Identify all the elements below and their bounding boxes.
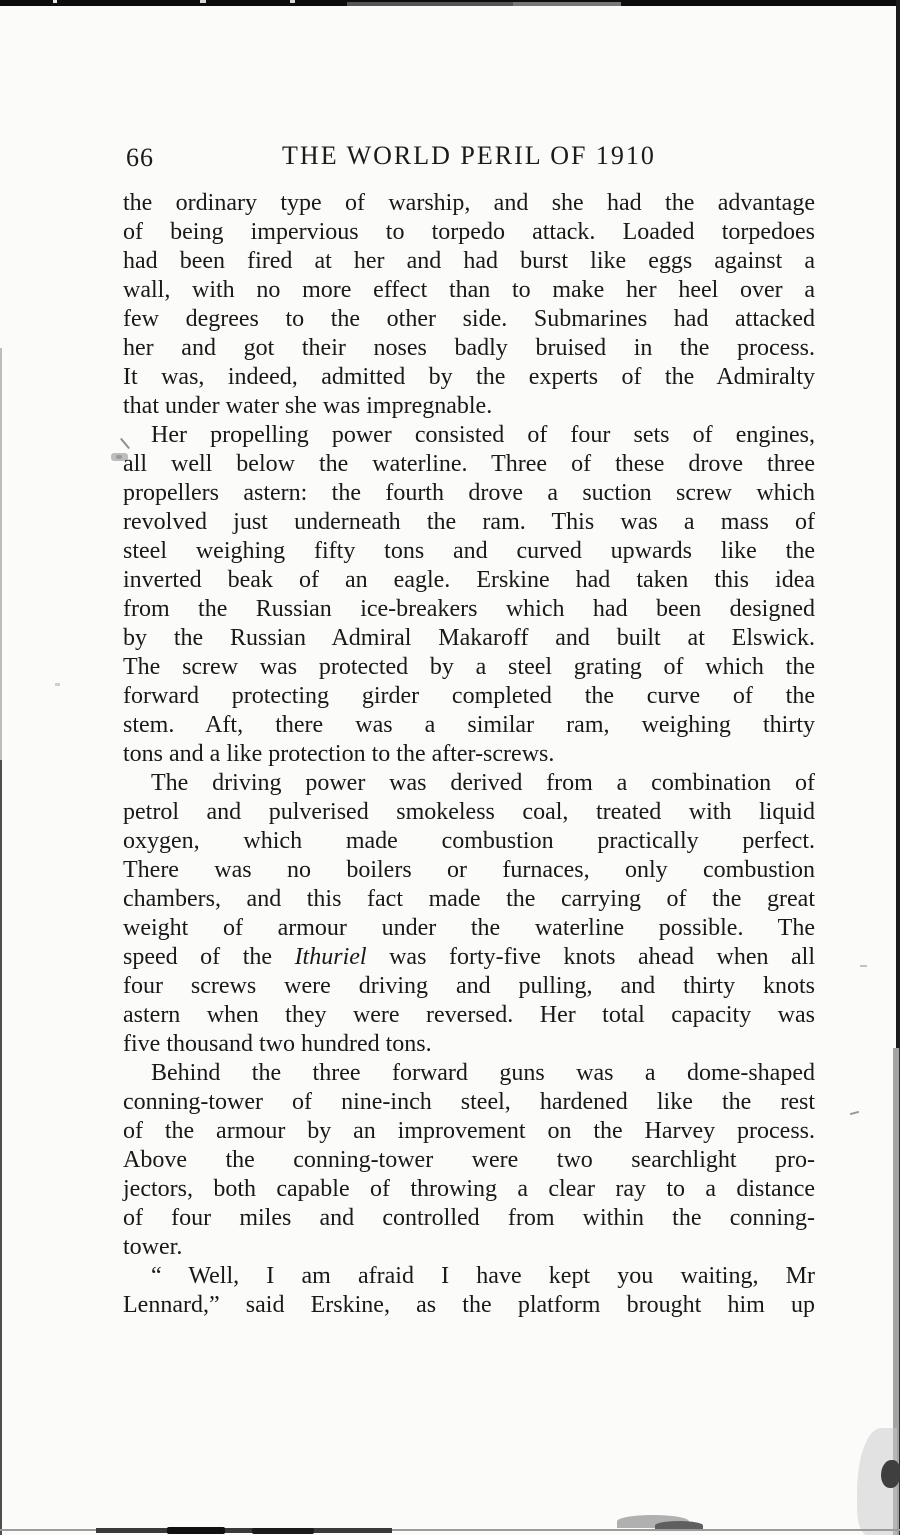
text-line: The driving power was derived from a combination of — [151, 770, 815, 796]
text-line: Behind the three forward guns was a dome-shaped — [151, 1060, 815, 1086]
scan-artifact — [513, 2, 621, 6]
page-header — [123, 141, 815, 173]
paragraph — [123, 769, 815, 1059]
text-line: wall, with no more effect than to make her heel over a — [123, 277, 815, 303]
text-line: of the armour by an improvement on the Harvey process. — [123, 1118, 815, 1144]
text-line: revolved just underneath the ram. This was a mass of — [123, 509, 815, 535]
text-line: The screw was protected by a steel grating of which the — [123, 654, 815, 680]
text-line: steel weighing fifty tons and curved upwards like the — [123, 538, 815, 564]
text-line: stem. Aft, there was a similar ram, weighing thirty — [123, 712, 815, 738]
text-line: of four miles and controlled from within the conning- — [123, 1205, 815, 1231]
text-line: five thousand two hundred tons. — [123, 1031, 432, 1057]
scan-edge-left — [0, 348, 2, 760]
text-line: four screws were driving and pulling, and thirty knots — [123, 973, 815, 999]
text-line: the ordinary type of warship, and she had the advantage — [123, 190, 815, 216]
text-line: all well below the waterline. Three of these drove three — [123, 451, 815, 477]
text-line: inverted beak of an eagle. Erskine had taken this idea — [123, 567, 815, 593]
text-segment: speed of the — [123, 944, 295, 970]
running-title: THE WORLD PERIL OF 1910 — [282, 141, 656, 170]
scan-artifact — [200, 0, 206, 3]
text-line: propellers astern: the fourth drove a suction screw which — [123, 480, 815, 506]
text-line: “ Well, I am afraid I have kept you waiting, Mr — [151, 1263, 815, 1289]
text-line: few degrees to the other side. Submarines had attacked — [123, 306, 815, 332]
text-line: Lennard,” said Erskine, as the platform brought him up — [123, 1292, 815, 1318]
scan-edge-left-dark — [0, 760, 2, 1535]
page-number: 66 — [126, 143, 154, 172]
text-line: her and got their noses badly bruised in the process. — [123, 335, 815, 361]
text-line: chambers, and this fact made the carrying of the great — [123, 886, 815, 912]
text-line — [123, 943, 815, 972]
page-text — [123, 189, 815, 1320]
text-line: oxygen, which made combustion practically perfect. — [123, 828, 815, 854]
text-line: had been fired at her and had burst like eggs against a — [123, 248, 815, 274]
paragraph — [123, 421, 815, 769]
text-line: conning-tower of nine-inch steel, hardened like the rest — [123, 1089, 815, 1115]
text-line: of being impervious to torpedo attack. Loaded torpedoes — [123, 219, 815, 245]
text-line: astern when they were reversed. Her total capacity was — [123, 1002, 815, 1028]
text-line: petrol and pulverised smokeless coal, treated with liquid — [123, 799, 815, 825]
text-line: weight of armour under the waterline possible. The — [123, 915, 815, 941]
text-line: tower. — [123, 1234, 183, 1260]
scan-artifact — [167, 1527, 225, 1534]
scan-artifact — [850, 1111, 859, 1115]
scan-artifact — [347, 2, 513, 6]
paragraph — [123, 1059, 815, 1262]
text-line: jectors, both capable of throwing a clear ray to a distance — [123, 1176, 815, 1202]
text-line: It was, indeed, admitted by the experts of the Admiralty — [123, 364, 815, 390]
scan-artifact — [290, 0, 295, 3]
text-line: that under water she was impregnable. — [123, 393, 493, 419]
text-line: from the Russian ice-breakers which had been designed — [123, 596, 815, 622]
scan-artifact — [252, 1528, 314, 1534]
text-line: tons and a like protection to the after-screws. — [123, 741, 555, 767]
scan-edge-top — [0, 0, 900, 6]
text-line: Her propelling power consisted of four sets of engines, — [151, 422, 815, 448]
scan-artifact — [881, 1460, 900, 1488]
scan-artifact — [860, 965, 867, 967]
text-line: by the Russian Admiral Makaroff and built at Elswick. — [123, 625, 815, 651]
ship-name-italic: Ithuriel — [294, 944, 367, 970]
paragraph — [123, 1262, 815, 1320]
text-line: forward protecting girder completed the curve of the — [123, 683, 815, 709]
scan-artifact — [53, 0, 57, 3]
scan-artifact — [55, 683, 60, 686]
text-line: There was no boilers or furnaces, only combustion — [123, 857, 815, 883]
text-segment: was forty-five knots ahead when all — [366, 944, 815, 970]
paragraph — [123, 189, 815, 421]
scan-artifact — [96, 1528, 392, 1533]
text-line: Above the conning-tower were two searchlight pro- — [123, 1147, 815, 1173]
